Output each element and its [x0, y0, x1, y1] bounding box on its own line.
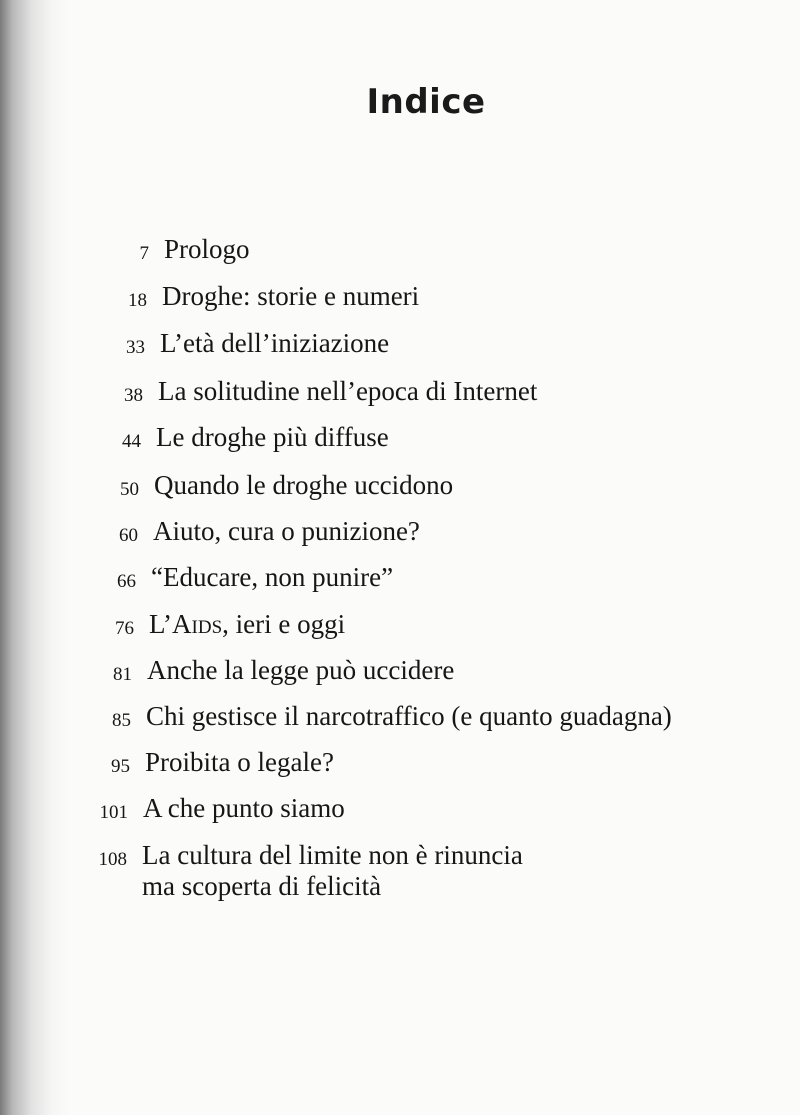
toc-page-number: 18 [128, 290, 147, 311]
toc-title: Aiuto, cura o punizione? [153, 516, 420, 546]
toc-page-number: 81 [113, 664, 132, 685]
toc-page-number: 33 [126, 337, 145, 358]
toc-page-number: 76 [115, 618, 134, 639]
toc-title: A che punto siamo [143, 793, 345, 823]
toc-title: L’Aids, ieri e oggi [149, 609, 346, 639]
toc-title [142, 840, 523, 902]
toc-title: Droghe: storie e numeri [162, 281, 420, 311]
toc-page-number: 108 [98, 849, 127, 870]
toc-title: Prologo [164, 234, 250, 264]
toc-title: Quando le droghe uccidono [154, 470, 454, 500]
toc-title: Chi gestisce il narcotraffico (e quanto guadagna) [146, 701, 672, 731]
toc-title: “Educare, non punire” [151, 562, 394, 592]
toc-title-line: La cultura del limite non è rinuncia [142, 840, 523, 870]
toc-title: Proibita o legale? [145, 747, 334, 777]
toc-page-number: 7 [139, 243, 149, 264]
toc-page-number: 50 [120, 479, 139, 500]
page-title: Indice [366, 82, 486, 122]
toc-title: Anche la legge può uccidere [147, 655, 455, 685]
toc-title: Le droghe più diffuse [156, 422, 389, 452]
toc-title-line: ma scoperta di felicità [142, 871, 382, 901]
toc-page-number: 95 [111, 756, 130, 777]
toc-title: La solitudine nell’epoca di Internet [158, 376, 538, 406]
toc-page-number: 60 [119, 525, 138, 546]
toc-page-number: 38 [124, 385, 143, 406]
toc-page-number: 44 [122, 431, 141, 452]
toc-page-number: 66 [117, 571, 136, 592]
toc-page-number: 85 [112, 710, 131, 731]
toc-title: L’età dell’iniziazione [160, 328, 390, 358]
toc-page-number: 101 [99, 802, 128, 823]
